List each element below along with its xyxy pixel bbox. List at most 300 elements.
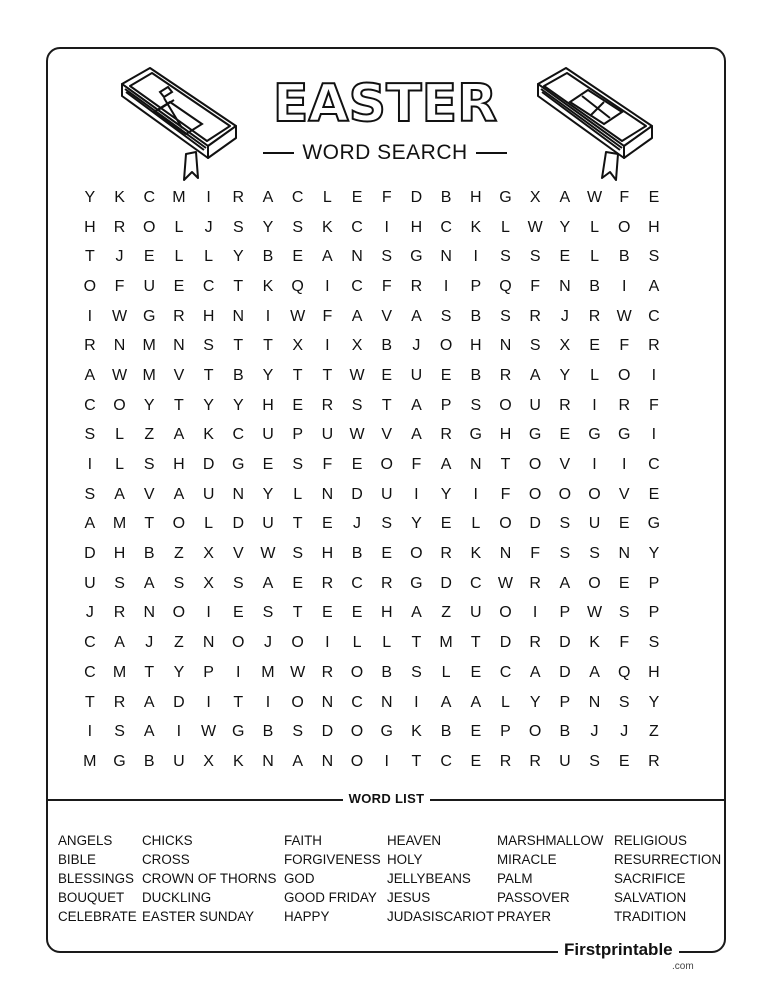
grid-letter: I — [443, 277, 449, 295]
grid-letter: D — [173, 693, 185, 711]
grid-letter: J — [263, 634, 272, 652]
grid-letter: B — [262, 723, 274, 741]
grid-letter: X — [203, 545, 214, 563]
word-list-heading-wrap — [0, 790, 773, 808]
grid-letter: M — [142, 366, 156, 384]
grid-letter: I — [592, 456, 597, 474]
grid-letter: E — [559, 426, 571, 444]
grid-letter: E — [143, 248, 155, 266]
grid-letter: N — [202, 634, 215, 652]
grid-letter: H — [202, 307, 215, 325]
grid-letter: R — [84, 337, 96, 355]
grid-letter: N — [232, 307, 245, 325]
grid-letter: Y — [262, 366, 274, 384]
grid-letter: G — [142, 307, 156, 325]
grid-letter: P — [292, 426, 303, 444]
grid-letter: D — [559, 663, 571, 681]
grid-letter: C — [470, 574, 482, 592]
grid-letter: W — [586, 188, 603, 206]
grid-letter: F — [411, 456, 422, 474]
grid-letter: K — [470, 545, 482, 563]
grid-letter: W — [527, 218, 543, 236]
grid-letter: G — [113, 752, 126, 770]
grid-letter: O — [528, 723, 542, 741]
grid-letter: D — [499, 634, 512, 652]
grid-letter: S — [173, 574, 185, 592]
grid-letter: N — [232, 485, 245, 503]
grid-letter: Z — [441, 604, 451, 622]
grid-letter: B — [559, 723, 571, 741]
grid-row — [75, 628, 669, 658]
grid-letter: R — [113, 693, 126, 711]
brand-domain: .com — [672, 961, 694, 972]
grid-letter: L — [174, 248, 184, 266]
grid-letter: Z — [144, 426, 155, 444]
grid-row — [75, 569, 669, 599]
grid-letter: R — [173, 307, 185, 325]
grid-letter: C — [84, 663, 96, 681]
grid-letter: V — [143, 485, 155, 503]
grid-letter: N — [380, 693, 393, 711]
word-list-column — [58, 831, 137, 926]
grid-letter: O — [528, 485, 542, 503]
grid-letter: I — [384, 218, 389, 236]
grid-letter: O — [588, 485, 601, 503]
grid-letter: T — [203, 366, 214, 384]
grid-letter: O — [410, 545, 423, 563]
word-item: CROWN OF THORNS — [142, 871, 277, 886]
grid-letter: C — [291, 188, 304, 206]
grid-letter: Z — [649, 723, 659, 741]
grid-letter: O — [617, 366, 631, 384]
grid-letter: T — [233, 277, 244, 295]
grid-letter: E — [322, 515, 333, 533]
grid-letter: T — [174, 396, 184, 414]
grid-letter: A — [411, 396, 422, 414]
grid-letter: E — [648, 188, 660, 206]
grid-letter: E — [470, 663, 482, 681]
grid-letter: I — [206, 693, 211, 711]
grid-letter: O — [588, 574, 601, 592]
grid-letter: F — [381, 188, 392, 206]
word-item: PRAYER — [497, 909, 552, 924]
grid-letter: M — [172, 188, 186, 206]
grid-letter: T — [233, 693, 244, 711]
grid-letter: Y — [262, 485, 274, 503]
grid-letter: B — [470, 307, 482, 325]
word-item: SALVATION — [614, 890, 687, 905]
grid-letter: E — [381, 545, 393, 563]
page-subtitle: WORD SEARCH — [302, 141, 468, 164]
word-item: HEAVEN — [387, 833, 442, 848]
grid-letter: G — [232, 456, 245, 474]
word-item: JUDASISCARIOT — [387, 909, 495, 924]
grid-letter: E — [470, 752, 482, 770]
grid-letter: H — [648, 663, 660, 681]
grid-letter: J — [145, 634, 154, 652]
grid-letter: J — [115, 248, 124, 266]
grid-letter: F — [114, 277, 125, 295]
grid-letter: G — [469, 426, 482, 444]
grid-letter: S — [618, 604, 630, 622]
grid-letter: B — [381, 337, 393, 355]
grid-letter: E — [381, 366, 393, 384]
word-item: HAPPY — [284, 909, 330, 924]
grid-letter: T — [411, 634, 422, 652]
grid-row — [75, 480, 669, 510]
grid-letter: S — [648, 248, 660, 266]
grid-letter: O — [499, 396, 512, 414]
grid-letter: Y — [173, 663, 185, 681]
divider — [476, 152, 507, 154]
grid-letter: X — [351, 337, 363, 355]
grid-letter: C — [351, 218, 363, 236]
grid-letter: E — [618, 574, 630, 592]
grid-letter: C — [440, 752, 452, 770]
grid-letter: W — [201, 723, 217, 741]
grid-letter: S — [470, 396, 482, 414]
grid-letter: S — [232, 574, 244, 592]
word-list-column — [497, 831, 603, 926]
grid-letter: O — [380, 456, 393, 474]
grid-letter: Y — [648, 693, 660, 711]
grid-letter: O — [142, 218, 156, 236]
grid-letter: W — [111, 366, 128, 384]
grid-letter: E — [351, 188, 363, 206]
grid-letter: Y — [440, 485, 452, 503]
grid-letter: N — [321, 752, 334, 770]
brand-logo: Firstprintable — [558, 940, 679, 960]
grid-letter: W — [586, 604, 603, 622]
grid-letter: D — [410, 188, 423, 206]
grid-letter: C — [351, 277, 363, 295]
grid-letter: U — [84, 574, 96, 592]
grid-letter: T — [84, 693, 95, 711]
grid-letter: C — [232, 426, 245, 444]
grid-letter: I — [621, 277, 627, 295]
grid-letter: U — [143, 277, 155, 295]
grid-letter: S — [381, 515, 393, 533]
grid-letter: S — [648, 634, 660, 652]
grid-letter: X — [203, 752, 214, 770]
grid-letter: R — [499, 366, 512, 384]
grid-letter: R — [529, 307, 541, 325]
grid-letter: A — [143, 693, 155, 711]
grid-row — [75, 183, 669, 213]
grid-letter: M — [83, 752, 97, 770]
grid-row — [75, 421, 669, 451]
word-list-column — [614, 831, 721, 926]
grid-letter: F — [619, 634, 630, 652]
grid-letter: J — [560, 307, 569, 325]
grid-letter: W — [290, 307, 306, 325]
grid-letter: E — [589, 337, 600, 355]
grid-letter: A — [322, 248, 333, 266]
grid-letter: A — [411, 426, 422, 444]
grid-letter: S — [114, 723, 125, 741]
grid-letter: J — [412, 337, 421, 355]
grid-letter: N — [351, 248, 363, 266]
grid-letter: N — [113, 337, 126, 355]
grid-letter: S — [114, 574, 125, 592]
grid-letter: G — [232, 723, 245, 741]
grid-letter: F — [649, 396, 659, 414]
grid-letter: G — [588, 426, 601, 444]
grid-letter: D — [232, 515, 245, 533]
grid-letter: P — [559, 604, 571, 622]
grid-letter: K — [114, 188, 125, 206]
grid-letter: K — [262, 277, 274, 295]
grid-letter: I — [206, 604, 211, 622]
grid-letter: L — [115, 456, 124, 474]
grid-letter: B — [440, 723, 452, 741]
grid-letter: P — [648, 574, 660, 592]
grid-letter: A — [411, 307, 422, 325]
grid-letter: P — [470, 277, 482, 295]
grid-letter: T — [233, 337, 244, 355]
grid-letter: W — [497, 574, 514, 592]
grid-letter: S — [381, 248, 393, 266]
grid-letter: E — [351, 456, 363, 474]
grid-letter: B — [618, 248, 630, 266]
grid-letter: O — [172, 604, 186, 622]
word-item: DUCKLING — [142, 890, 212, 905]
grid-letter: R — [499, 752, 512, 770]
grid-letter: H — [262, 396, 274, 414]
grid-letter: A — [114, 634, 125, 652]
grid-letter: L — [204, 515, 214, 533]
grid-letter: B — [351, 545, 363, 563]
grid-letter: C — [351, 693, 363, 711]
grid-letter: S — [500, 248, 511, 266]
grid-letter: C — [143, 188, 155, 206]
word-item: PALM — [497, 871, 533, 886]
grid-letter: E — [618, 752, 630, 770]
grid-letter: C — [440, 218, 452, 236]
grid-letter: I — [87, 307, 93, 325]
grid-letter: O — [499, 515, 512, 533]
grid-letter: I — [176, 723, 182, 741]
grid-letter: F — [619, 188, 630, 206]
grid-letter: L — [441, 663, 451, 681]
grid-letter: A — [143, 723, 155, 741]
grid-letter: I — [473, 248, 478, 266]
grid-letter: Y — [411, 515, 422, 533]
grid-letter: R — [321, 663, 334, 681]
word-item: CROSS — [142, 852, 190, 867]
word-item: BOUQUET — [58, 890, 125, 905]
grid-letter: A — [559, 574, 571, 592]
grid-row — [75, 747, 669, 777]
grid-letter: G — [410, 248, 423, 266]
grid-letter: E — [440, 366, 452, 384]
grid-letter: A — [262, 574, 274, 592]
grid-letter: L — [501, 218, 510, 236]
grid-letter: F — [530, 277, 541, 295]
word-item: FORGIVENESS — [284, 852, 381, 867]
word-list-column — [284, 831, 381, 926]
grid-letter: L — [382, 634, 392, 652]
grid-letter: O — [528, 456, 542, 474]
grid-letter: S — [292, 723, 303, 741]
grid-letter: E — [292, 396, 303, 414]
grid-letter: H — [173, 456, 185, 474]
grid-letter: S — [351, 396, 363, 414]
grid-letter: B — [232, 366, 244, 384]
grid-letter: B — [143, 545, 155, 563]
grid-letter: F — [530, 545, 541, 563]
grid-row — [75, 599, 669, 629]
grid-letter: N — [499, 337, 512, 355]
grid-letter: U — [173, 752, 185, 770]
grid-letter: K — [589, 634, 600, 652]
grid-row — [75, 331, 669, 361]
grid-letter: U — [588, 515, 601, 533]
grid-letter: S — [529, 337, 541, 355]
grid-letter: W — [349, 426, 365, 444]
grid-letter: R — [440, 545, 452, 563]
grid-letter: S — [292, 218, 303, 236]
grid-letter: I — [206, 188, 211, 206]
word-item: CHICKS — [142, 833, 193, 848]
grid-letter: T — [84, 248, 95, 266]
grid-letter: I — [592, 396, 597, 414]
grid-letter: I — [414, 693, 419, 711]
grid-letter: A — [351, 307, 363, 325]
grid-letter: R — [410, 277, 423, 295]
grid-letter: L — [590, 366, 599, 384]
grid-letter: S — [84, 426, 96, 444]
grid-letter: F — [322, 456, 333, 474]
word-item: RELIGIOUS — [614, 833, 687, 848]
grid-letter: M — [261, 663, 275, 681]
grid-letter: S — [292, 545, 303, 563]
grid-letter: T — [263, 337, 273, 355]
grid-letter: E — [440, 515, 452, 533]
grid-letter: I — [384, 752, 389, 770]
grid-letter: S — [411, 663, 422, 681]
grid-row — [75, 361, 669, 391]
word-item: MARSHMALLOW — [497, 833, 604, 848]
grid-letter: O — [83, 277, 97, 295]
grid-letter: U — [529, 396, 541, 414]
letter-grid — [75, 183, 669, 777]
grid-letter: N — [321, 485, 334, 503]
grid-letter: P — [203, 663, 214, 681]
grid-letter: C — [648, 456, 660, 474]
grid-letter: O — [350, 663, 364, 681]
word-list-heading: WORD LIST — [343, 791, 431, 806]
grid-letter: A — [648, 277, 660, 295]
grid-letter: B — [381, 663, 393, 681]
grid-letter: T — [292, 515, 303, 533]
grid-letter: L — [322, 188, 332, 206]
grid-letter: M — [112, 663, 127, 681]
grid-letter: I — [414, 485, 419, 503]
grid-letter: U — [559, 752, 571, 770]
grid-letter: A — [173, 426, 185, 444]
grid-letter: R — [321, 396, 334, 414]
grid-letter: T — [292, 604, 303, 622]
grid-row — [75, 391, 669, 421]
grid-letter: R — [559, 396, 571, 414]
grid-letter: C — [202, 277, 215, 295]
grid-letter: R — [113, 604, 126, 622]
grid-letter: P — [648, 604, 660, 622]
grid-letter: I — [236, 663, 241, 681]
grid-letter: I — [325, 277, 330, 295]
grid-letter: A — [292, 752, 303, 770]
word-list-column — [142, 831, 276, 926]
grid-letter: X — [292, 337, 303, 355]
grid-letter: J — [590, 723, 599, 741]
grid-letter: U — [470, 604, 482, 622]
grid-letter: A — [143, 574, 155, 592]
grid-row — [75, 302, 669, 332]
grid-letter: S — [589, 545, 600, 563]
word-item: MIRACLE — [497, 852, 557, 867]
grid-letter: S — [529, 248, 541, 266]
grid-letter: J — [620, 723, 629, 741]
grid-letter: Y — [84, 188, 96, 206]
grid-letter: H — [113, 545, 126, 563]
grid-letter: R — [113, 218, 126, 236]
bible-book-icon — [532, 62, 662, 184]
grid-letter: A — [440, 456, 452, 474]
grid-row — [75, 658, 669, 688]
grid-row — [75, 510, 669, 540]
grid-letter: I — [265, 307, 271, 325]
grid-letter: L — [204, 248, 214, 266]
grid-letter: H — [470, 188, 482, 206]
grid-letter: S — [84, 485, 96, 503]
grid-letter: Z — [174, 545, 184, 563]
grid-letter: X — [529, 188, 541, 206]
grid-letter: I — [651, 366, 657, 384]
grid-letter: E — [232, 604, 244, 622]
grid-row — [75, 450, 669, 480]
grid-letter: I — [473, 485, 478, 503]
grid-letter: W — [260, 545, 276, 563]
grid-letter: F — [500, 485, 511, 503]
grid-letter: G — [499, 188, 512, 206]
grid-letter: E — [648, 485, 660, 503]
grid-row — [75, 539, 669, 569]
grid-letter: Q — [499, 277, 512, 295]
grid-letter: A — [529, 663, 541, 681]
grid-letter: H — [499, 426, 512, 444]
grid-letter: O — [617, 218, 631, 236]
grid-letter: O — [172, 515, 186, 533]
divider — [263, 152, 294, 154]
subtitle-row — [255, 140, 515, 166]
grid-letter: S — [262, 604, 274, 622]
grid-letter: N — [618, 545, 630, 563]
grid-letter: R — [380, 574, 393, 592]
grid-letter: S — [559, 545, 571, 563]
grid-letter: O — [439, 337, 453, 355]
grid-letter: M — [439, 634, 453, 652]
grid-letter: U — [262, 515, 274, 533]
grid-letter: S — [143, 456, 155, 474]
grid-letter: S — [203, 337, 214, 355]
grid-letter: M — [112, 515, 127, 533]
grid-letter: I — [651, 426, 657, 444]
grid-letter: E — [262, 456, 274, 474]
grid-letter: T — [500, 456, 511, 474]
grid-letter: E — [292, 248, 303, 266]
grid-letter: R — [648, 752, 660, 770]
